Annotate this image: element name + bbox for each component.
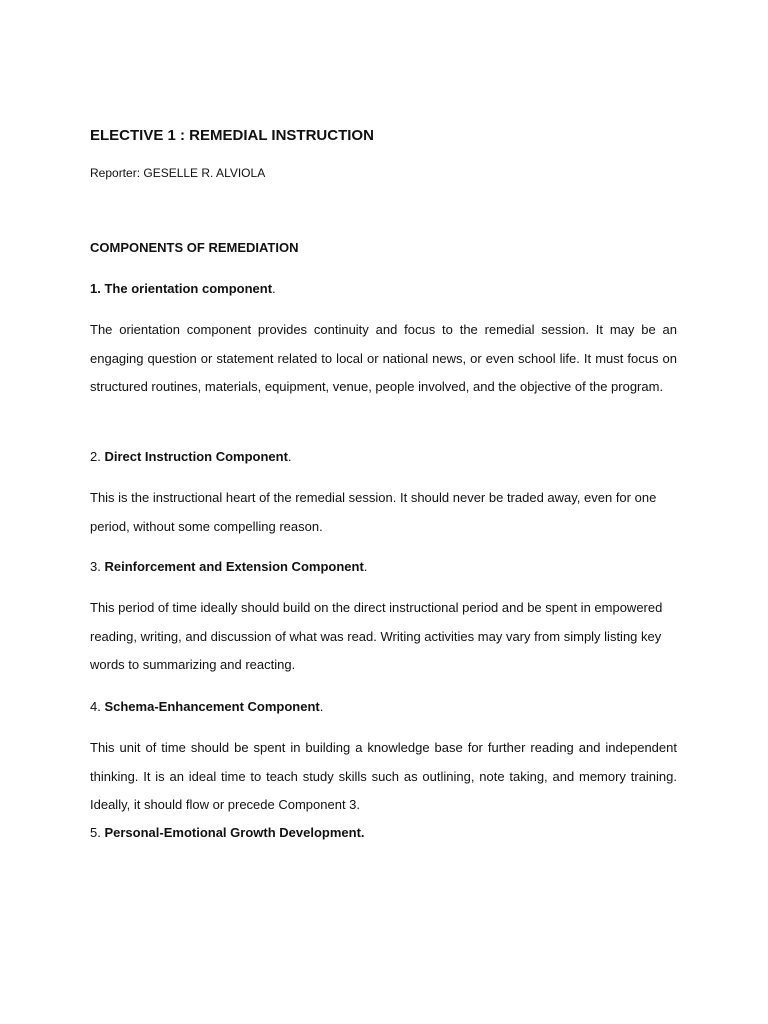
component-number: 1. (90, 281, 101, 296)
component-5-heading (90, 825, 365, 840)
document-title: ELECTIVE 1 : REMEDIAL INSTRUCTION (90, 127, 374, 144)
component-name: Reinforcement and Extension Component (104, 559, 364, 574)
component-suffix: . (319, 699, 324, 714)
component-name: The orientation component (104, 281, 273, 296)
component-4-heading (90, 699, 323, 714)
component-name: Direct Instruction Component (104, 449, 288, 464)
component-1-heading (90, 281, 276, 296)
component-number: 3. (90, 559, 101, 574)
component-4-body: This unit of time should be spent in building a knowledge base for further reading and independent thinking. It is an ideal time to teach study skills such as outlining, note taking, and memory training. Ideally, it should flow or precede Component 3. (90, 740, 677, 812)
component-suffix: . (272, 281, 276, 296)
component-3-body: This period of time ideally should build on the direct instructional period and be spent in empowered reading, writing, and discussion of what was read. Writing activities may vary from simply listing key words to summarizing and reacting. (90, 600, 663, 672)
section-heading: COMPONENTS OF REMEDIATION (90, 240, 299, 255)
component-number: 2. (90, 449, 101, 464)
reporter-line: Reporter: GESELLE R. ALVIOLA (90, 166, 266, 180)
component-number: 5. (90, 825, 101, 840)
component-3-heading (90, 559, 367, 574)
component-suffix: . (363, 559, 368, 574)
component-number: 4. (90, 699, 101, 714)
component-name: Schema-Enhancement Component (104, 699, 320, 714)
component-2-body: This is the instructional heart of the remedial session. It should never be traded away, even for one period, without some compelling reason. (90, 490, 657, 534)
component-name: Personal-Emotional Growth Development. (104, 825, 365, 840)
component-1-body: The orientation component provides continuity and focus to the remedial session. It may be an engaging question or statement related to local or national news, or even school life. It must focus on structured routines, materials, equipment, venue, people involved, and the objective of the program. (90, 322, 677, 394)
component-2-heading (90, 449, 292, 464)
component-suffix: . (287, 449, 292, 464)
